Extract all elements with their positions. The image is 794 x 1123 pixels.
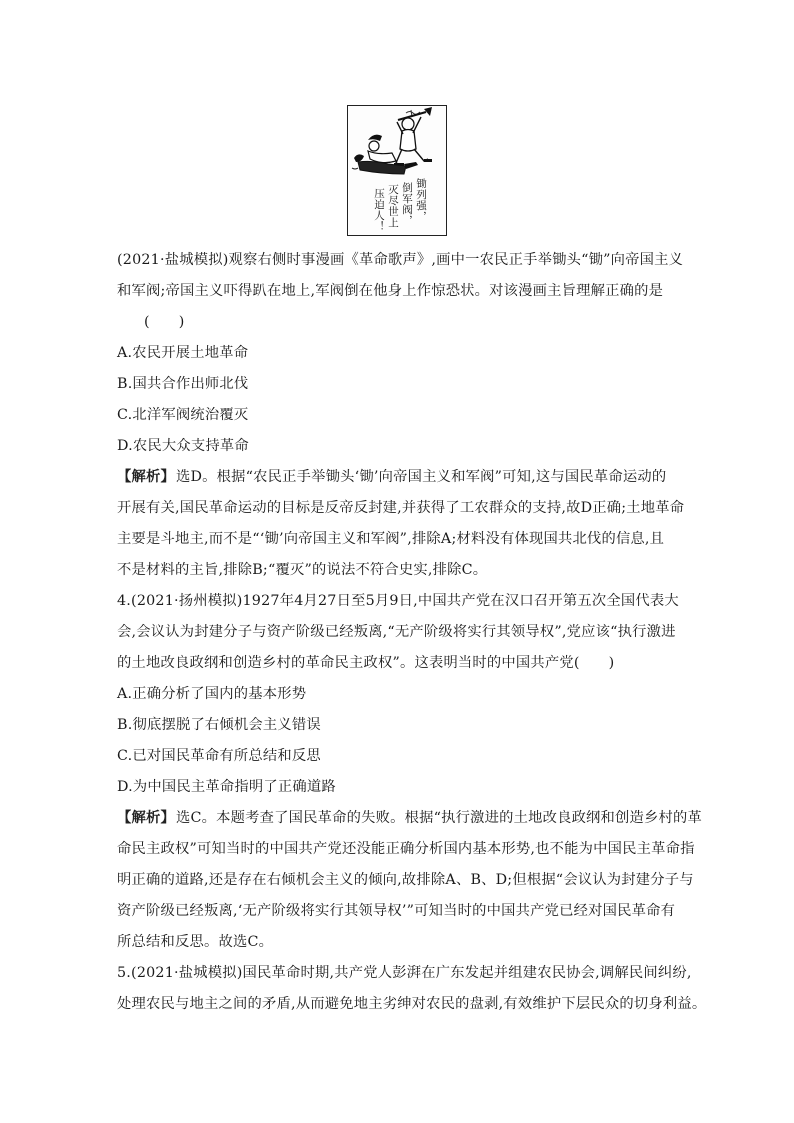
q5-stem-line: 5.(2021·盐城模拟)国民革命时期,共产党人彭湃在广东发起并组建农民协会,调解民间纠纷, (117, 965, 692, 981)
q4-option-c: C.已对国民革命有所总结和反思 (117, 748, 321, 764)
q3-analysis-line: 开展有关,国民革命运动的目标是反帝反封建,并获得了工农群众的支持,故D正确;土地革命 (117, 500, 685, 516)
q4-analysis-line: 资产阶级已经叛离,‘无产阶级将实行其领导权’”可知当时的中国共产党已经对国民革命有 (117, 903, 676, 919)
q4-analysis-line: 所总结和反思。故选C。 (117, 934, 274, 950)
q3-option-c: C.北洋军阀统治覆灭 (117, 407, 249, 423)
analysis-text: 选D。根据“农民正手举锄头‘锄’向帝国主义和军阀”可知,这与国民革命运动的 (176, 469, 667, 485)
q4-option-d: D.为中国民主革命指明了正确道路 (117, 779, 336, 795)
analysis-label: 【解析】 (117, 810, 175, 826)
cartoon-caption-line: 灭尽世上 (387, 184, 399, 228)
q4-analysis-line: 明正确的道路,还是存在右倾机会主义的倾向,故排除A、B、D;但根据“会议认为封建分子与 (117, 872, 694, 888)
analysis-label: 【解析】 (117, 469, 175, 485)
q4-analysis-line: 命民主政权”可知当时的中国共产党还没能正确分析国内基本形势,也不能为中国民主革命指 (117, 841, 695, 857)
q4-option-b: B.彻底摆脱了右倾机会主义错误 (117, 717, 321, 733)
q3-analysis-line: 不是材料的主旨,排除B;“覆灭”的说法不符合史实,排除C。 (117, 562, 488, 578)
q3-option-d: D.农民大众支持革命 (117, 438, 249, 454)
q4-stem-line: 4.(2021·扬州模拟)1927年4月27日至5月9日,中国共产党在汉口召开第五次全国代表大 (117, 593, 679, 609)
q3-option-a: A.农民开展土地革命 (117, 345, 249, 361)
cartoon-caption-line: 锄列强， (415, 178, 427, 222)
cartoon-caption-line: 倒军阀， (401, 182, 413, 226)
q4-option-a: A.正确分析了国内的基本形势 (117, 686, 307, 702)
q3-answer-blank: ( ) (144, 314, 185, 330)
q5-stem-line: 处理农民与地主之间的矛盾,从而避免地主劣绅对农民的盘剥,有效维护下层民众的切身利益。 (117, 996, 707, 1012)
q3-analysis-line: 主要是斗地主,而不是“‘锄’向帝国主义和军阀”,排除A;材料没有体现国共北伐的信息,且 (117, 531, 665, 547)
q4-stem-line: 的土地改良政纲和创造乡村的革命民主政权”。这表明当时的中国共产党( ) (117, 655, 615, 671)
analysis-text: 选C。本题考查了国民革命的失败。根据“执行激进的土地改良政纲和创造乡村的革 (176, 810, 703, 826)
q3-stem-line: (2021·盐城模拟)观察右侧时事漫画《革命歌声》,画中一农民正手举锄头“锄”向帝国主义 (117, 252, 684, 268)
q4-analysis-line (117, 808, 703, 828)
q3-stem-line: 和军阀;帝国主义吓得趴在地上,军阀倒在他身上作惊恐状。对该漫画主旨理解正确的是 (117, 283, 664, 299)
cartoon-caption-line: 压迫人！ (373, 188, 385, 232)
cartoon-figure (347, 105, 447, 236)
q3-analysis-line (117, 467, 687, 487)
q3-option-b: B.国共合作出师北伐 (117, 376, 249, 392)
q4-stem-line: 会,会议认为封建分子与资产阶级已经叛离,“无产阶级将实行其领导权”,党应该“执行激进 (117, 624, 676, 640)
